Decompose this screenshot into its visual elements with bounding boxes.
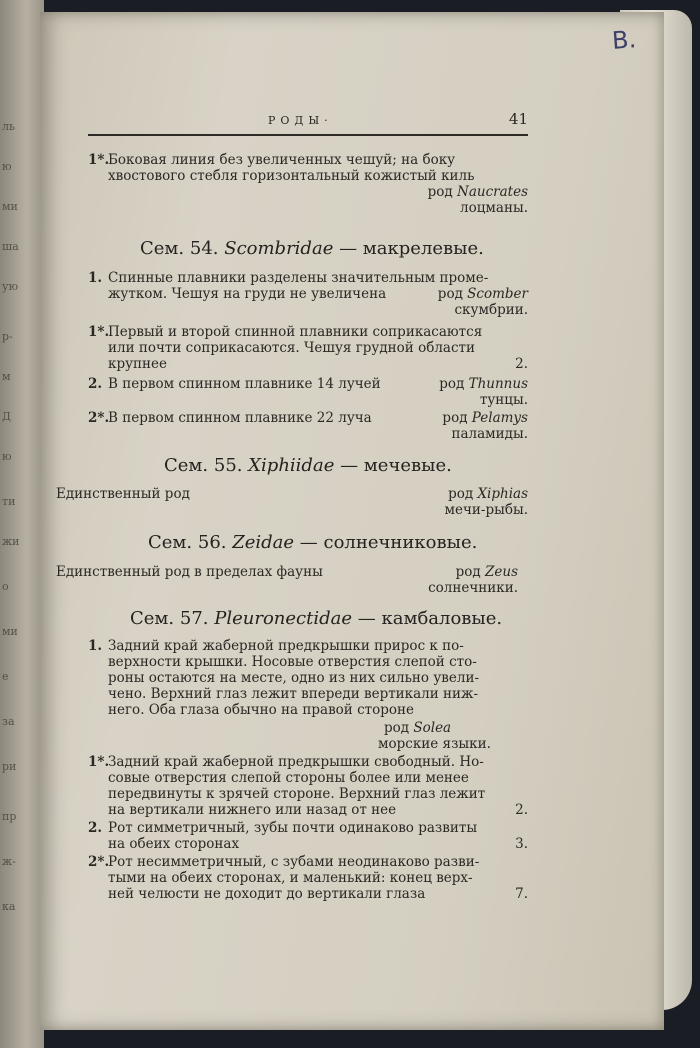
genus-name: Xiphias xyxy=(477,486,528,502)
entry-text xyxy=(108,152,528,184)
entry-text xyxy=(108,324,528,372)
facing-page-fragment: р- xyxy=(2,330,13,343)
entry-number: 1*. xyxy=(88,324,110,340)
facing-page-fragment: о xyxy=(2,580,9,593)
family-number: Сем. 56. xyxy=(148,532,227,553)
entry-number: 2*. xyxy=(88,854,110,870)
family-heading xyxy=(140,238,484,259)
entry-line: Спинные плавники разделены значительным проме- xyxy=(108,270,489,286)
entry-line: роны остаются на месте, одно из них сильно увели- xyxy=(108,670,480,686)
facing-page-fragment: е xyxy=(2,670,9,683)
entry-line: Единственный род в пределах фауны xyxy=(56,564,323,580)
entry-text xyxy=(108,638,528,718)
book-page xyxy=(40,12,664,1030)
genus-ref xyxy=(428,184,528,200)
common-name: скумбрии. xyxy=(454,302,528,318)
facing-page-fragment: ри xyxy=(2,760,17,773)
genus-ref: род Scomber xyxy=(437,286,528,302)
entry-line: крупнее xyxy=(108,356,167,372)
key-entry xyxy=(88,270,528,318)
entry-line: передвинуты к зрячей стороне. Верхний глаз лежит xyxy=(108,786,486,802)
common-name: тунцы. xyxy=(479,392,528,408)
facing-page-fragment: ль xyxy=(2,120,15,133)
genus-prefix: род xyxy=(427,184,453,200)
entry-number: 1*. xyxy=(88,152,110,168)
family-sci-name: Zeidae xyxy=(232,532,295,553)
family-common-name: — макрелевые. xyxy=(339,238,484,259)
entry-line: Единственный род xyxy=(56,486,190,502)
entry-line: Задний край жаберной предкрышки прирос к по- xyxy=(108,638,464,654)
key-entry xyxy=(88,410,528,444)
key-entry xyxy=(88,820,528,854)
facing-page-fragment: ти xyxy=(2,495,16,508)
facing-page-fragment: ую xyxy=(2,280,19,293)
entry-line: Задний край жаберной предкрышки свободный. Но- xyxy=(108,754,484,770)
entry-number: 1. xyxy=(88,270,103,286)
entry-text xyxy=(108,754,528,818)
family-common-name: — солнечниковые. xyxy=(299,532,478,553)
entry-text xyxy=(108,820,528,852)
facing-page-fragment: ми xyxy=(2,625,18,638)
entry-number: 2. xyxy=(88,820,103,836)
genus-name: Zeus xyxy=(485,564,518,580)
entry-line: Рот несимметричный, с зубами неодинаково разви- xyxy=(108,854,480,870)
genus-ref: род Zeus xyxy=(455,564,518,580)
entry-line: В первом спинном плавнике 22 луча xyxy=(108,410,372,426)
key-entry xyxy=(88,324,528,374)
family-heading xyxy=(130,608,502,629)
entry-number: 2. xyxy=(88,376,103,392)
key-reference: 7. xyxy=(515,886,528,902)
facing-page-fragment: ми xyxy=(2,200,18,213)
entry-line: на вертикали нижнего или назад от нее xyxy=(108,802,397,818)
facing-page-fragment: ка xyxy=(2,900,16,913)
facing-page-fragment: ша xyxy=(2,240,19,253)
entry-line: ней челюсти не доходит до вертикали глаза xyxy=(108,886,426,902)
entry-number: 1*. xyxy=(88,754,110,770)
common-name: мечи-рыбы. xyxy=(444,502,528,518)
entry-line: него. Оба глаза обычно на правой стороне xyxy=(108,702,415,718)
entry-text xyxy=(108,854,528,902)
genus-ref: род Solea xyxy=(384,720,452,736)
common-name: солнечники. xyxy=(428,580,518,596)
common-name: лоцманы. xyxy=(460,200,528,216)
entry-line: Первый и второй спинной плавники соприкасаются xyxy=(108,324,483,340)
facing-page-edge xyxy=(0,0,44,1048)
genus-name: Scomber xyxy=(467,286,528,302)
key-reference: 3. xyxy=(515,836,528,852)
common-name: морские языки. xyxy=(378,736,491,752)
key-reference: 2. xyxy=(515,356,528,372)
family-sci-name: Pleuronectidae xyxy=(214,608,353,629)
family-common-name: — камбаловые. xyxy=(357,608,503,629)
key-reference: 2. xyxy=(515,802,528,818)
key-entry xyxy=(56,564,518,598)
family-number: Сем. 54. xyxy=(140,238,219,259)
facing-page-fragment: ж- xyxy=(2,855,16,868)
entry-line: тыми на обеих сторонах, и маленький: конец верх- xyxy=(108,870,473,886)
entry-line: или почти соприкасаются. Чешуя грудной области xyxy=(108,340,475,356)
entry-line: верхности крышки. Носовые отверстия слепой сто- xyxy=(108,654,477,670)
running-head: РОДЫ· xyxy=(268,114,333,127)
entry-line: В первом спинном плавнике 14 лучей xyxy=(108,376,381,392)
genus-name: Thunnus xyxy=(468,376,528,392)
entry-number: 2*. xyxy=(88,410,110,426)
facing-page-fragment: пр xyxy=(2,810,17,823)
page-header xyxy=(88,108,528,136)
genus-name: Naucrates xyxy=(457,184,528,200)
entry-line: Боковая линия без увеличенных чешуй; на боку xyxy=(108,152,456,168)
genus-ref: род Pelamys xyxy=(442,410,528,426)
facing-page-fragment: жи xyxy=(2,535,20,548)
family-sci-name: Scombridae xyxy=(224,238,334,259)
facing-page-fragment: за xyxy=(2,715,15,728)
page-number: 41 xyxy=(508,110,528,128)
facing-page-fragment: ю xyxy=(2,450,12,463)
family-heading xyxy=(164,455,452,476)
family-number: Сем. 57. xyxy=(130,608,209,629)
key-entry xyxy=(88,376,528,410)
library-stamp: В. xyxy=(611,25,638,55)
key-entry xyxy=(88,638,528,754)
entry-line: чено. Верхний глаз лежит впереди вертикали ниж- xyxy=(108,686,479,702)
genus-ref: род Xiphias xyxy=(448,486,528,502)
entry-line: совые отверстия слепой стороны более или менее xyxy=(108,770,469,786)
family-sci-name: Xiphiidae xyxy=(248,455,335,476)
facing-page-fragment: Д xyxy=(2,410,11,423)
genus-name: Solea xyxy=(413,720,452,736)
genus-name: Pelamys xyxy=(471,410,528,426)
entry-line: хвостового стебля горизонтальный кожистый киль xyxy=(108,168,475,184)
entry-number: 1. xyxy=(88,638,103,654)
key-entry xyxy=(88,854,528,906)
entry-line: Рот симметричный, зубы почти одинаково развиты xyxy=(108,820,478,836)
common-name: паламиды. xyxy=(451,426,528,442)
entry-line: на обеих сторонах xyxy=(108,836,240,852)
key-entry xyxy=(88,152,528,214)
genus-ref: род Thunnus xyxy=(439,376,528,392)
facing-page-fragment: ю xyxy=(2,160,12,173)
key-entry xyxy=(56,486,528,520)
entry-line: жутком. Чешуя на груди не увеличена xyxy=(108,286,387,302)
family-heading xyxy=(148,532,477,553)
facing-page-fragment: м xyxy=(2,370,11,383)
key-entry xyxy=(88,754,528,820)
family-common-name: — мечевые. xyxy=(340,455,452,476)
family-number: Сем. 55. xyxy=(164,455,243,476)
